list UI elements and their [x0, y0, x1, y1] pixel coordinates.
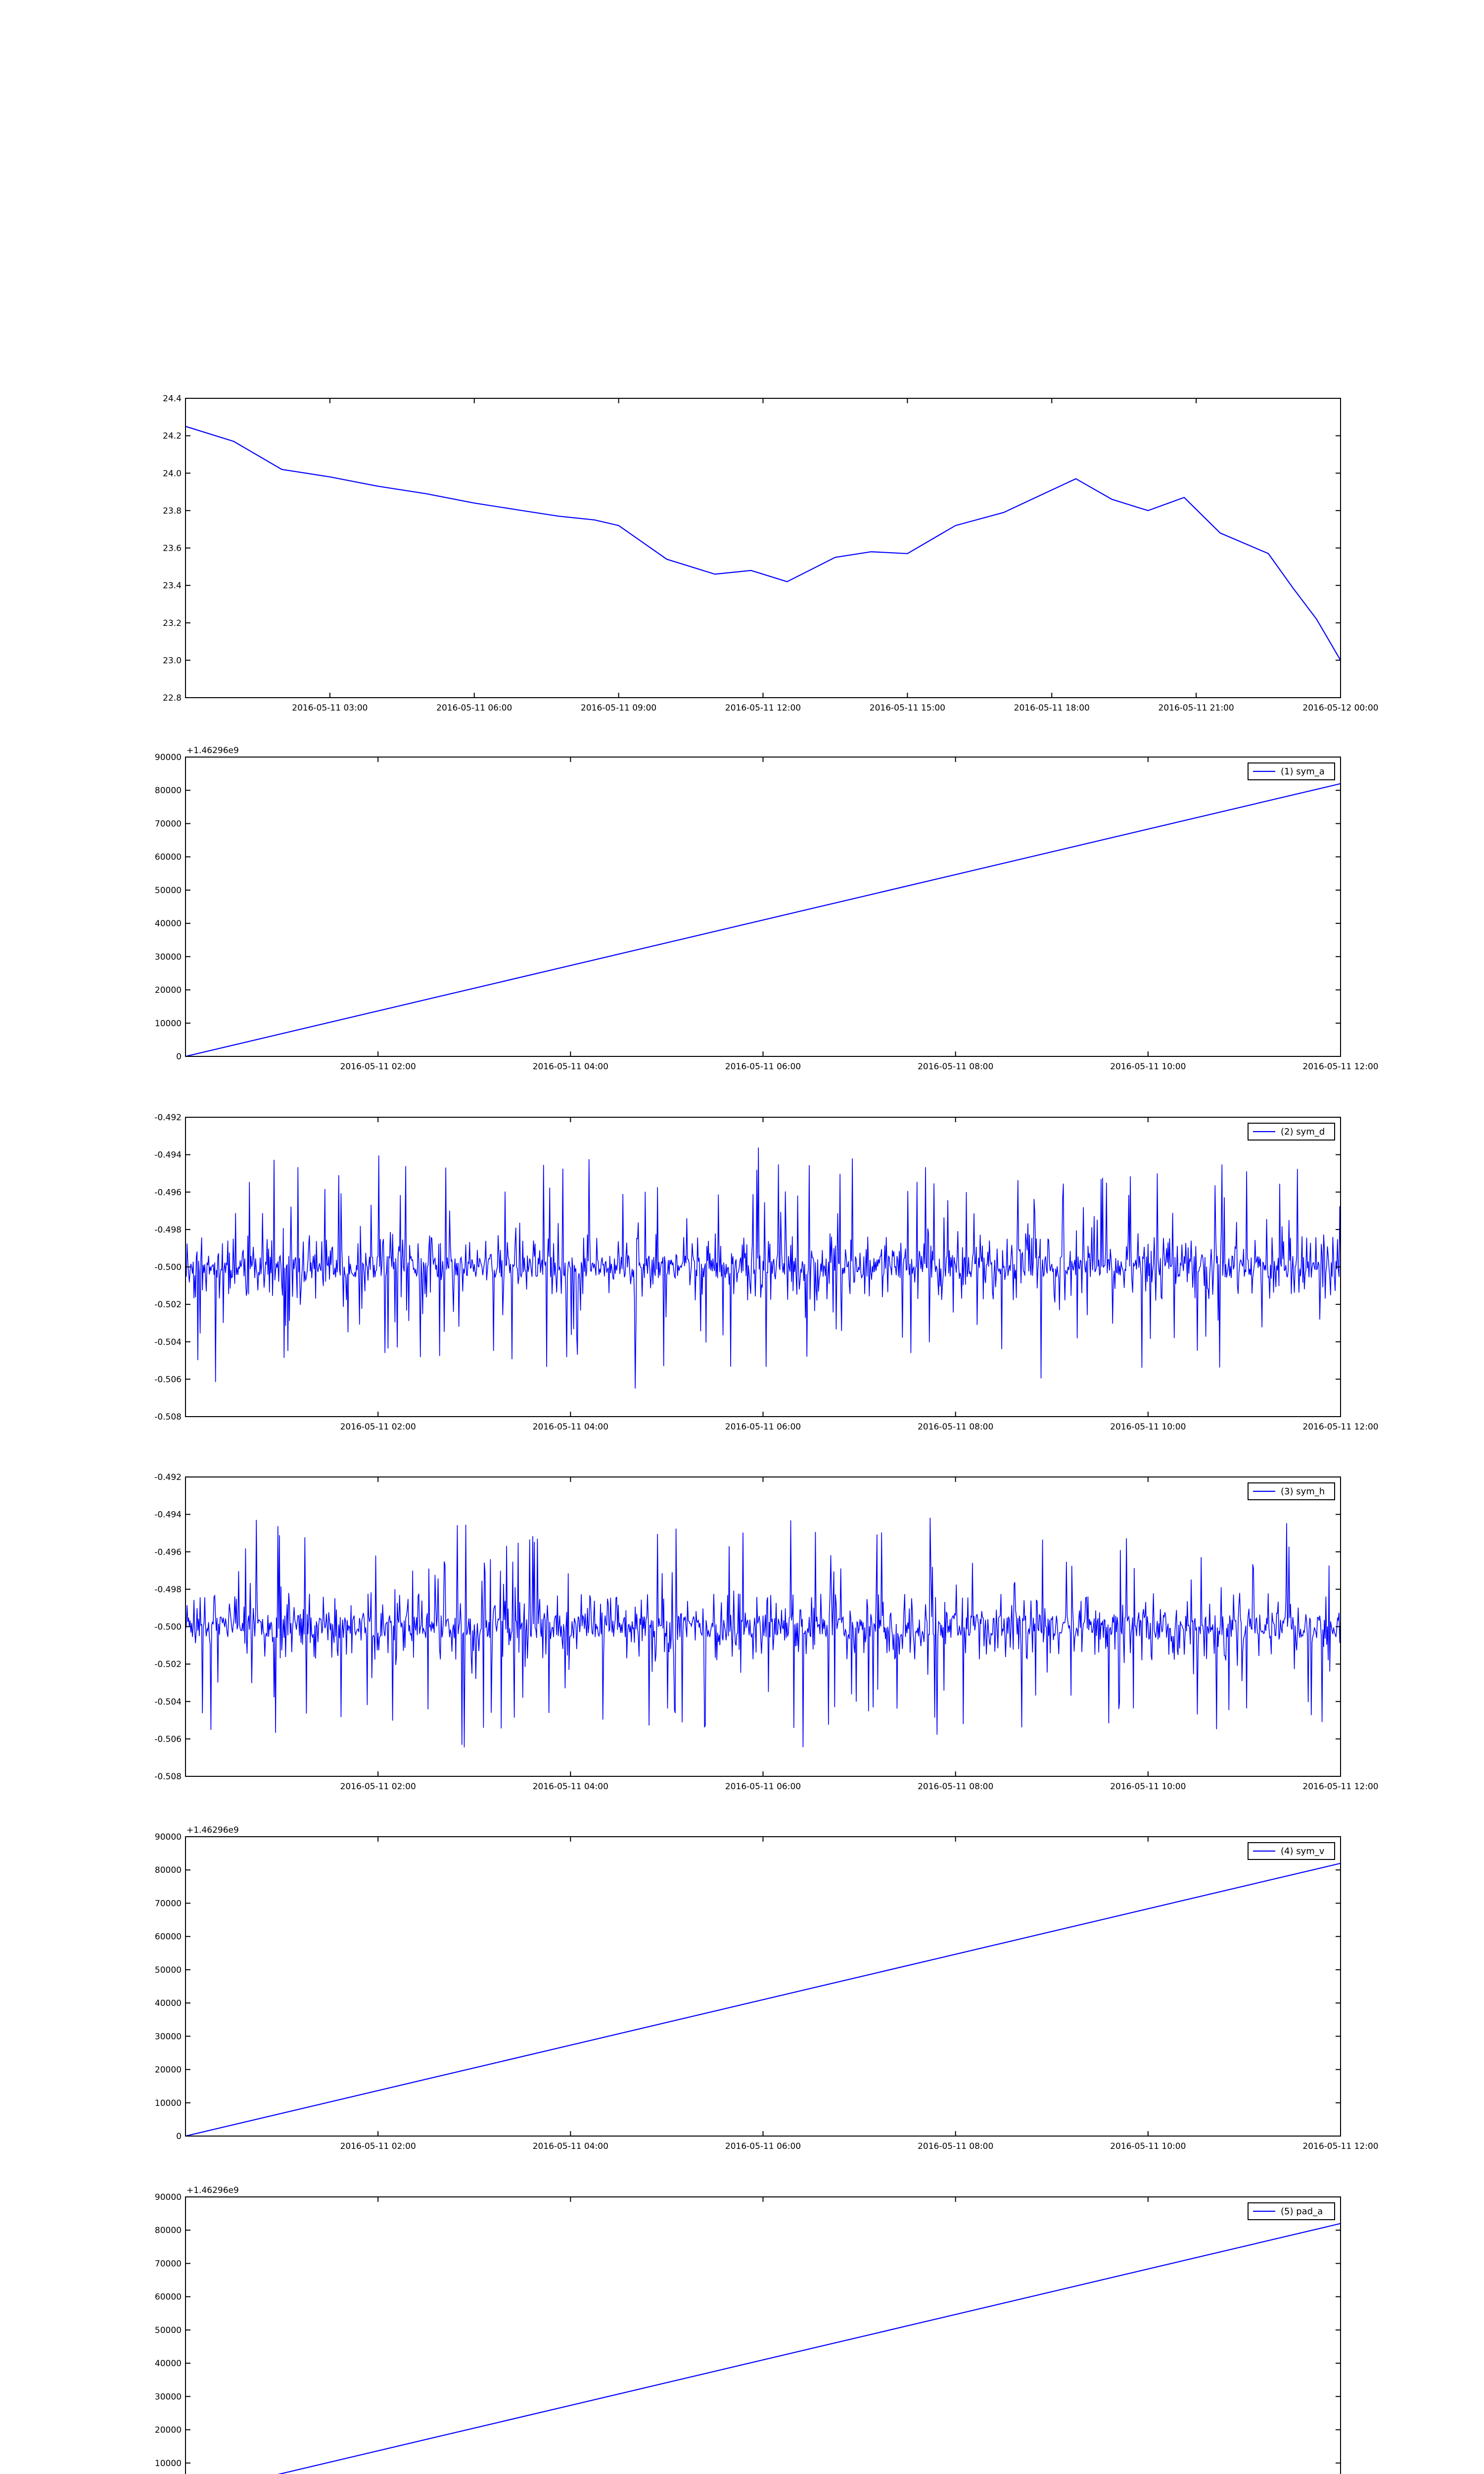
- plot-frame: [186, 1837, 1341, 2136]
- chart-panel-1: [163, 394, 1378, 713]
- legend: [1248, 2203, 1335, 2220]
- y-tick-label: 30000: [154, 2392, 182, 2402]
- chart-panel-6: [155, 2186, 1379, 2474]
- x-tick-label: 2016-05-11 08:00: [918, 1782, 994, 1792]
- y-tick-label: -0.498: [154, 1225, 182, 1235]
- y-tick-label: 10000: [154, 1018, 182, 1029]
- x-tick-label: 2016-05-11 12:00: [1302, 2141, 1379, 2151]
- x-tick-label: 2016-05-11 10:00: [1110, 1422, 1186, 1432]
- chart-panel-5: [155, 1825, 1379, 2151]
- y-tick-label: 40000: [154, 919, 182, 929]
- y-tick-label: 23.8: [163, 506, 182, 516]
- x-tick-label: 2016-05-11 02:00: [340, 1782, 416, 1792]
- x-tick-label: 2016-05-11 10:00: [1110, 1782, 1186, 1792]
- x-tick-label: 2016-05-11 02:00: [340, 2141, 416, 2151]
- x-tick-label: 2016-05-11 18:00: [1014, 703, 1090, 713]
- y-tick-label: -0.508: [154, 1772, 182, 1782]
- x-tick-label: 2016-05-11 04:00: [532, 2141, 608, 2151]
- y-tick-label: -0.506: [154, 1375, 182, 1385]
- x-tick-label: 2016-05-11 06:00: [725, 1062, 801, 1072]
- y-tick-label: 90000: [154, 2192, 182, 2202]
- x-tick-label: 2016-05-11 04:00: [532, 1782, 608, 1792]
- legend: [1248, 763, 1335, 780]
- y-tick-label: 10000: [154, 2098, 182, 2108]
- y-tick-label: 22.8: [163, 693, 182, 703]
- y-tick-label: 40000: [154, 2359, 182, 2369]
- y-tick-label: 40000: [154, 1998, 182, 2009]
- y-tick-label: 24.4: [163, 394, 182, 404]
- y-tick-label: 10000: [154, 2458, 182, 2469]
- y-tick-label: -0.504: [154, 1697, 182, 1707]
- x-tick-label: 2016-05-11 10:00: [1110, 2141, 1186, 2151]
- chart-panel-4: [154, 1473, 1378, 1792]
- legend: [1248, 1123, 1335, 1140]
- y-tick-label: -0.500: [154, 1262, 182, 1273]
- y-tick-label: 70000: [154, 2259, 182, 2269]
- legend-label: (4) sym_v: [1281, 1846, 1325, 1856]
- x-tick-label: 2016-05-11 09:00: [581, 703, 657, 713]
- y-tick-label: -0.502: [154, 1660, 182, 1670]
- y-tick-label: -0.498: [154, 1584, 182, 1595]
- x-tick-label: 2016-05-11 08:00: [918, 1422, 994, 1432]
- x-tick-label: 2016-05-11 03:00: [292, 703, 368, 713]
- x-tick-label: 2016-05-11 06:00: [436, 703, 512, 713]
- legend-label: (3) sym_h: [1281, 1486, 1325, 1497]
- y-tick-label: 90000: [154, 753, 182, 762]
- y-tick-label: -0.500: [154, 1622, 182, 1632]
- y-tick-label: 23.2: [163, 618, 182, 628]
- y-tick-label: 50000: [154, 2325, 182, 2335]
- legend-label: (2) sym_d: [1281, 1127, 1325, 1137]
- y-tick-label: 20000: [154, 2425, 182, 2435]
- y-offset-label: +1.46296e9: [186, 2186, 239, 2195]
- series-line-5-1: [186, 1863, 1341, 2136]
- legend: [1248, 1843, 1335, 1859]
- series-line-2-1: [186, 784, 1341, 1056]
- y-tick-label: 0: [176, 1052, 182, 1062]
- y-tick-label: 24.2: [163, 431, 182, 441]
- x-tick-label: 2016-05-11 04:00: [532, 1422, 608, 1432]
- x-tick-label: 2016-05-11 12:00: [1302, 1422, 1379, 1432]
- y-tick-label: 23.4: [163, 581, 182, 591]
- y-tick-label: -0.492: [154, 1473, 182, 1482]
- y-tick-label: 0: [176, 2132, 182, 2141]
- x-tick-label: 2016-05-11 12:00: [1302, 1062, 1379, 1072]
- series-line-4-1: [186, 1518, 1341, 1748]
- y-offset-label: +1.46296e9: [186, 746, 239, 756]
- y-tick-label: -0.496: [154, 1188, 182, 1198]
- y-tick-label: 60000: [154, 852, 182, 862]
- x-tick-label: 2016-05-11 12:00: [1302, 1782, 1379, 1792]
- x-tick-label: 2016-05-11 06:00: [725, 2141, 801, 2151]
- y-tick-label: -0.494: [154, 1510, 182, 1520]
- y-tick-label: 90000: [154, 1832, 182, 1842]
- y-tick-label: 24.0: [163, 469, 182, 479]
- series-line-3-1: [186, 1147, 1341, 1388]
- y-tick-label: -0.508: [154, 1412, 182, 1422]
- plot-frame: [186, 2197, 1341, 2474]
- y-tick-label: -0.506: [154, 1734, 182, 1745]
- x-tick-label: 2016-05-11 06:00: [725, 1422, 801, 1432]
- x-tick-label: 2016-05-11 15:00: [869, 703, 945, 713]
- y-tick-label: -0.502: [154, 1300, 182, 1310]
- x-tick-label: 2016-05-11 08:00: [918, 2141, 994, 2151]
- y-tick-label: 50000: [154, 885, 182, 896]
- series-line-1-1: [186, 427, 1341, 661]
- x-tick-label: 2016-05-12 00:00: [1302, 703, 1379, 713]
- y-tick-label: 23.0: [163, 656, 182, 666]
- plot-frame: [186, 757, 1341, 1056]
- x-tick-label: 2016-05-11 02:00: [340, 1062, 416, 1072]
- y-tick-label: 80000: [154, 786, 182, 796]
- legend-label: (5) pad_a: [1281, 2206, 1323, 2217]
- y-tick-label: 23.6: [163, 543, 182, 554]
- y-tick-label: 30000: [154, 2032, 182, 2042]
- y-tick-label: 20000: [154, 2065, 182, 2075]
- x-tick-label: 2016-05-11 10:00: [1110, 1062, 1186, 1072]
- x-tick-label: 2016-05-11 06:00: [725, 1782, 801, 1792]
- y-tick-label: 20000: [154, 985, 182, 996]
- series-line-6-1: [186, 2224, 1341, 2474]
- y-offset-label: +1.46296e9: [186, 1825, 239, 1835]
- chart-panel-3: [154, 1113, 1378, 1432]
- y-tick-label: 80000: [154, 1865, 182, 1876]
- x-tick-label: 2016-05-11 02:00: [340, 1422, 416, 1432]
- y-tick-label: 50000: [154, 1965, 182, 1975]
- y-tick-label: -0.494: [154, 1150, 182, 1160]
- y-tick-label: 70000: [154, 1899, 182, 1909]
- legend-label: (1) sym_a: [1281, 766, 1325, 777]
- x-tick-label: 2016-05-11 12:00: [725, 703, 801, 713]
- x-tick-label: 2016-05-11 04:00: [532, 1062, 608, 1072]
- y-tick-label: -0.504: [154, 1337, 182, 1347]
- y-tick-label: 30000: [154, 952, 182, 962]
- y-tick-label: -0.492: [154, 1113, 182, 1123]
- x-tick-label: 2016-05-11 08:00: [918, 1062, 994, 1072]
- plot-frame: [186, 398, 1341, 698]
- y-tick-label: 70000: [154, 819, 182, 829]
- y-tick-label: 60000: [154, 1932, 182, 1942]
- chart-panel-2: [155, 746, 1379, 1072]
- y-tick-label: -0.496: [154, 1547, 182, 1558]
- y-tick-label: 60000: [154, 2292, 182, 2302]
- legend: [1248, 1483, 1335, 1500]
- y-tick-label: 80000: [154, 2226, 182, 2236]
- x-tick-label: 2016-05-11 21:00: [1158, 703, 1234, 713]
